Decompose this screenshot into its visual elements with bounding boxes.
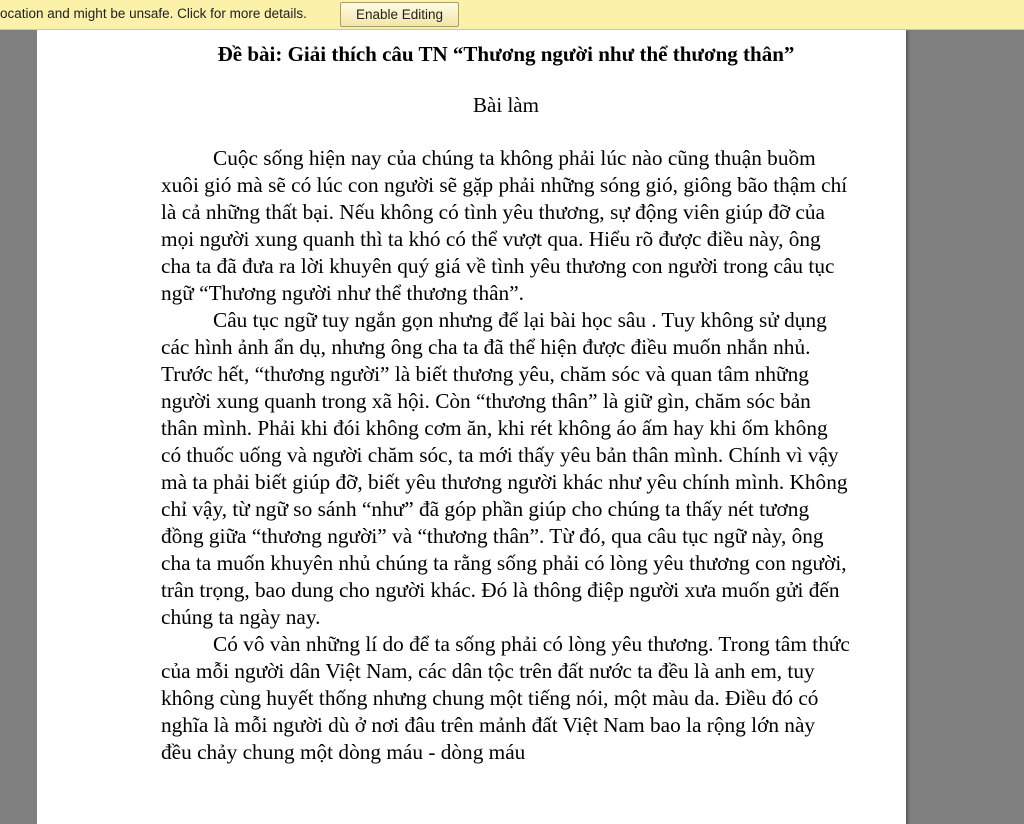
document-body [161,30,851,766]
document-subtitle: Bài làm [473,93,539,117]
enable-editing-button[interactable]: Enable Editing [340,2,459,27]
message-bar-text[interactable]: ocation and might be unsafe. Click for more details. [0,6,307,21]
document-workspace[interactable] [0,30,1024,824]
paragraph-1: Cuộc sống hiện nay của chúng ta không phải lúc nào cũng thuận buồm xuôi gió mà sẽ có lúc con người sẽ gặp phải những sóng gió, giông bão thậm chí là cả những thất bại. Nếu không có tình yêu thương, sự động viên giúp đỡ của mọi người xung quanh thì ta khó có thể vượt qua. Hiểu rõ được điều này, ông cha ta đã đưa ra lời khuyên quý giá về tình yêu thương con người trong câu tục ngữ “Thương người như thể thương thân”. [161,146,848,305]
document-page[interactable] [37,30,906,824]
document-title: Đề bài: Giải thích câu TN “Thương người như thể thương thân” [217,42,795,66]
protected-view-message-bar [0,0,1024,30]
paragraph-2: Câu tục ngữ tuy ngắn gọn nhưng để lại bài học sâu . Tuy không sử dụng các hình ảnh ẩn dụ, nhưng ông cha ta đã thể hiện được điều muốn nhắn nhủ. Trước hết, “thương người” là biết thương yêu, chăm sóc và quan tâm những người xung quanh trong xã hội. Còn “thương thân” là giữ gìn, chăm sóc bản thân mình. Phải khi đói không cơm ăn, khi rét không áo ấm hay khi ốm không có thuốc uống và người chăm sóc, ta mới thấy yêu bản thân mình. Chính vì vậy mà ta phải biết giúp đỡ, biết yêu thương người khác như yêu chính mình. Không chỉ vậy, từ ngữ so sánh “như” đã góp phần giúp cho chúng ta thấy nét tương đồng giữa “thương người” và “thương thân”. Từ đó, qua câu tục ngữ này, ông cha ta muốn khuyên nhủ chúng ta rằng sống phải có lòng yêu thương con người, trân trọng, bao dung cho người khác. Đó là thông điệp người xưa muốn gửi đến chúng ta ngày nay. [161,308,848,629]
paragraph-3: Có vô vàn những lí do để ta sống phải có lòng yêu thương. Trong tâm thức của mỗi người dân Việt Nam, các dân tộc trên đất nước ta đều là anh em, tuy không cùng huyết thống nhưng chung một tiếng nói, một màu da. Điều đó có nghĩa là mỗi người dù ở nơi đâu trên mảnh đất Việt Nam bao la rộng lớn này đều chảy chung một dòng máu - dòng máu [161,632,850,764]
